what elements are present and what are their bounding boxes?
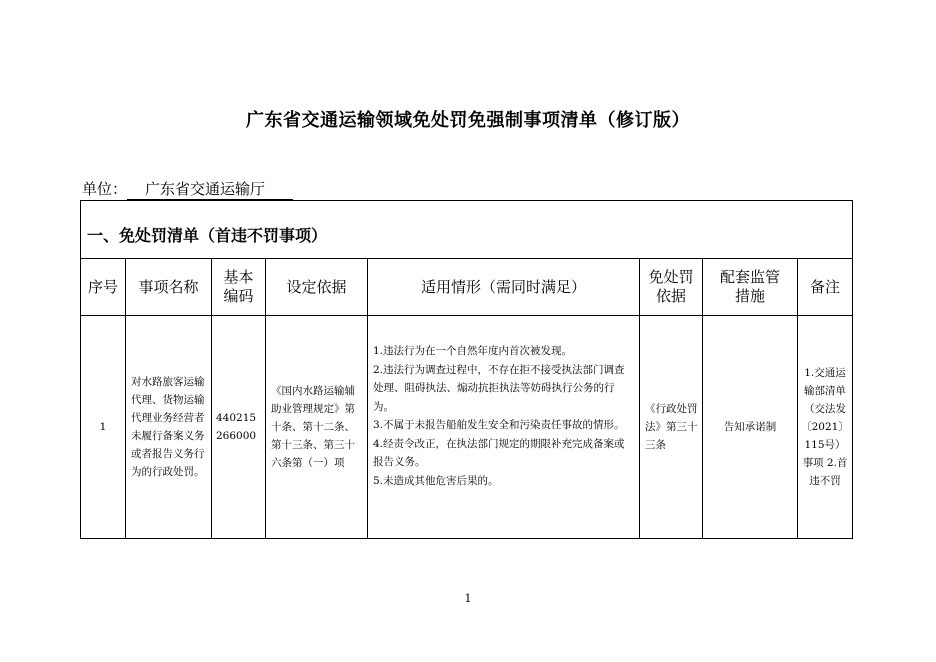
header-seq: 序号 (87, 277, 118, 296)
condition-item: 4.经责令改正，在执法部门规定的期限补充完成备案或报告义务。 (373, 437, 625, 468)
document-title: 广东省交通运输领域免处罚免强制事项清单（修订版） (246, 110, 690, 131)
header-code (212, 259, 265, 315)
condition-item: 2.违法行为调查过程中，不存在拒不接受执法部门调查处理、阻碍执法、煽动抗拒执法等妨碍执行公务的行为。 (373, 363, 625, 413)
header-penalty-line2: 依据 (655, 287, 686, 305)
row-code: 440215266000 (216, 412, 257, 442)
row-seq: 1 (99, 421, 107, 433)
row-penalty-basis: 《行政处罚法》第三十三条 (645, 403, 698, 451)
row-measures: 告知承诺制 (723, 421, 777, 433)
header-basis: 设定依据 (286, 277, 347, 296)
penalty-exemption-table (80, 200, 853, 539)
condition-item: 5.未造成其他危害后果的。 (373, 474, 499, 487)
header-measures-line1: 配套监管 (719, 268, 780, 286)
header-measures (703, 259, 797, 315)
unit-value: 广东省交通运输厅 (127, 180, 293, 200)
row-remarks: 1.交通运输部清单（交法发〔2021〕115号）事项 2.首违不罚 (801, 367, 849, 487)
header-measures-line2: 措施 (734, 287, 765, 305)
header-code-line2: 编码 (223, 287, 254, 305)
header-penalty-basis (640, 259, 702, 315)
row-basis: 《国内水路运输辅助业管理规定》第十条、第十二条、第十三条、第三十六条第（一）项 (271, 385, 355, 469)
row-name: 对水路旅客运输代理、货物运输代理业务经营者未履行备案义务或者报告义务行为的行政处罚。 (131, 376, 205, 478)
condition-item: 1.违法行为在一个自然年度内首次被发现。 (373, 345, 573, 357)
page-number: 1 (464, 592, 472, 605)
section-title: 一、免处罚清单（首违不罚事项） (87, 226, 328, 245)
header-code-line1: 基本 (223, 268, 254, 286)
header-remarks: 备注 (809, 277, 840, 296)
unit-label: 单位： (82, 180, 128, 198)
condition-item: 3.不属于未报告船舶发生安全和污染责任事故的情形。 (373, 419, 625, 431)
unit-line (82, 178, 293, 200)
header-penalty-line1: 免处罚 (648, 268, 694, 286)
row-conditions (373, 342, 635, 490)
header-name: 事项名称 (138, 277, 199, 296)
header-conditions: 适用情形（需同时满足） (420, 277, 586, 296)
